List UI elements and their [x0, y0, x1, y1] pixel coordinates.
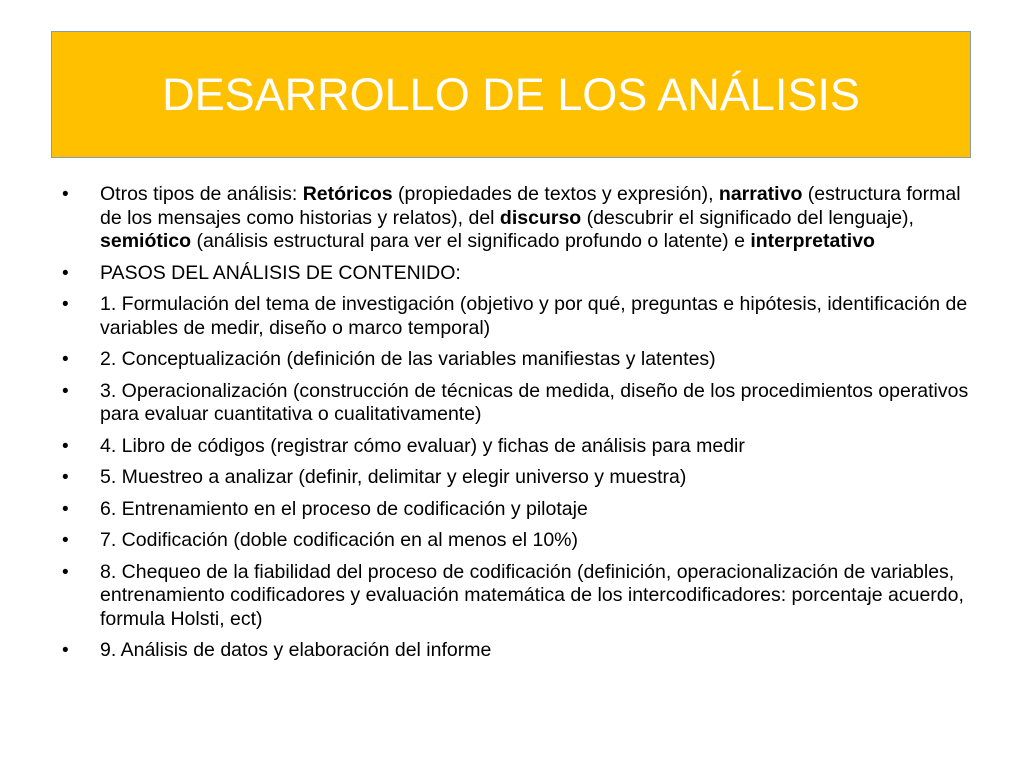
list-item: [60, 380, 970, 427]
list-item: [60, 561, 970, 632]
bullet-icon: •: [62, 435, 69, 457]
list-item: [60, 183, 970, 254]
bullet-text: 8. Chequeo de la fiabilidad del proceso de codificación (definición, operacionalización de variables, entrenamiento codificadores y evaluación matemática de los intercodificadores: porcentaje acuerdo, formula Holsti, ect): [100, 560, 964, 630]
list-item: [60, 498, 970, 522]
bullet-text: 4. Libro de códigos (registrar cómo evaluar) y fichas de análisis para medir: [100, 434, 745, 457]
list-item: [60, 435, 970, 459]
bullet-icon: •: [62, 262, 69, 284]
bullet-icon: •: [62, 498, 69, 520]
list-item: [60, 348, 970, 372]
bullet-text: 5. Muestreo a analizar (definir, delimitar y elegir universo y muestra): [100, 466, 687, 488]
bullet-icon: •: [62, 184, 69, 205]
bullet-text: 3. Operacionalización (construcción de técnicas de medida, diseño de los procedimientos operativos para evaluar cuantitativa o cualitativamente): [100, 379, 969, 425]
bullet-text: 9. Análisis de datos y elaboración del informe: [100, 639, 492, 661]
list-item: [60, 466, 970, 490]
list-item: [60, 639, 970, 663]
bullet-text: PASOS DEL ANÁLISIS DE CONTENIDO:: [100, 261, 461, 284]
bullet-text: 1. Formulación del tema de investigación (objetivo y por qué, preguntas e hipótesis, identificación de variables de medir, diseño o marco temporal): [100, 293, 968, 339]
bullet-icon: •: [62, 561, 69, 583]
bullet-icon: •: [62, 294, 69, 315]
list-item: [60, 293, 970, 340]
bullet-icon: •: [62, 349, 69, 370]
list-item: [60, 262, 970, 286]
bullet-text: 6. Entrenamiento en el proceso de codificación y pilotaje: [100, 497, 588, 520]
title-banner: [51, 31, 971, 158]
bullet-icon: •: [62, 380, 69, 402]
bullet-text: 7. Codificación (doble codificación en al menos el 10%): [100, 529, 579, 551]
list-item: [60, 529, 970, 553]
bullet-icon: •: [62, 467, 69, 488]
bullet-list: [60, 183, 970, 671]
slide-title: DESARROLLO DE LOS ANÁLISIS: [162, 68, 860, 120]
bullet-text: 2. Conceptualización (definición de las variables manifiestas y latentes): [100, 348, 716, 370]
bullet-icon: •: [62, 640, 69, 661]
bullet-text: Otros tipos de análisis: Retóricos (propiedades de textos y expresión), narrativo (estructura formal de los mensajes como historias y relatos), del discurso (descubrir el significado del lenguaje), semiótico (análisis estructural para ver el significado profundo o latente) e interpretativo: [100, 183, 961, 252]
bullet-icon: •: [62, 530, 69, 551]
